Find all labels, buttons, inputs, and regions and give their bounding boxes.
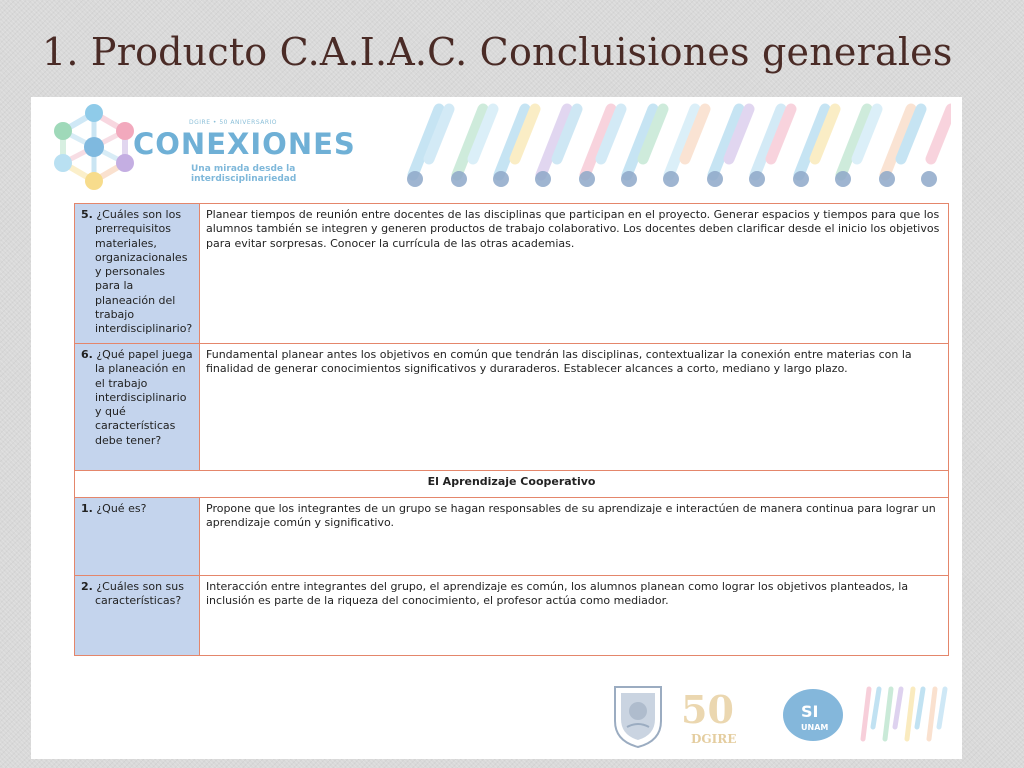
question-number: 2. <box>81 580 93 593</box>
answer-cell: Fundamental planear antes los objetivos en común que tendrán las disciplinas, contextualizar la conexión entre materias con la finalidad de generar conocimientos significativos y duraraderos. Establecer alcances a corto, mediano y largo plazo. <box>200 344 949 471</box>
mini-stripes-icon <box>863 689 945 739</box>
decorative-stripes-icon <box>391 97 951 197</box>
question-text: ¿Qué es? <box>96 502 147 515</box>
answer-cell: Planear tiempos de reunión entre docentes de las disciplinas que participan en el proyecto. Generar espacios y tiempos para que los alumnos también se integren y generen productos de trabajo colaborativo. Los docentes deben clarificar desde el inicio los objetivos para evitar sorpresas. Conocer la currícula de las otras academias. <box>200 204 949 344</box>
slide-title: 1. Producto C.A.I.A.C. Concluisiones generales <box>42 30 953 74</box>
question-cell <box>75 204 200 344</box>
network-logo-icon <box>49 101 139 193</box>
footer-logos <box>607 681 957 751</box>
question-number: 5. <box>81 208 93 221</box>
answer-cell: Propone que los integrantes de un grupo se hagan responsables de su aprendizaje e interactúen de manera continua para lograr un aprendizaje común y significativo. <box>200 498 949 576</box>
question-number: 1. <box>81 502 93 515</box>
logo-supertitle: DGIRE • 50 ANIVERSARIO <box>189 119 278 126</box>
question-number: 6. <box>81 348 93 361</box>
logo-tagline: Una mirada desde la interdisciplinariedad <box>191 164 297 184</box>
unam-shield-icon <box>615 687 661 747</box>
si-label: SI <box>801 702 819 721</box>
si-sublabel: UNAM <box>801 723 829 732</box>
question-cell <box>75 344 200 471</box>
dgire-50-logo <box>681 687 736 746</box>
question-text: ¿Qué papel juega la planeación en el trabajo interdisciplinario y qué características debe tener? <box>95 348 193 447</box>
answer-cell: Interacción entre integrantes del grupo, el aprendizaje es común, los alumnos planean como lograr los objetivos planteados, la inclusión es parte de la riqueza del conocimiento, el profesor actúa como mediador. <box>200 576 949 656</box>
question-cell <box>75 576 200 656</box>
logo-wordmark: CONEXIONES <box>133 127 356 161</box>
conclusions-table <box>74 203 949 656</box>
section-header: El Aprendizaje Cooperativo <box>75 471 949 498</box>
table-row <box>75 344 949 471</box>
question-text: ¿Cuáles son sus características? <box>95 580 184 608</box>
question-cell <box>75 498 200 576</box>
si-unam-logo <box>783 689 843 741</box>
svg-text:50: 50 <box>681 687 734 732</box>
content-panel <box>31 97 962 759</box>
conexiones-logo <box>49 101 389 193</box>
table-row <box>75 576 949 656</box>
question-text: ¿Cuáles son los prerrequisitos materiales, organizacionales y personales para la planeación del trabajo interdisciplinario? <box>95 208 193 336</box>
dgire-label: DGIRE <box>691 732 737 746</box>
table-row <box>75 204 949 344</box>
section-header-row <box>75 471 949 498</box>
table-row <box>75 498 949 576</box>
